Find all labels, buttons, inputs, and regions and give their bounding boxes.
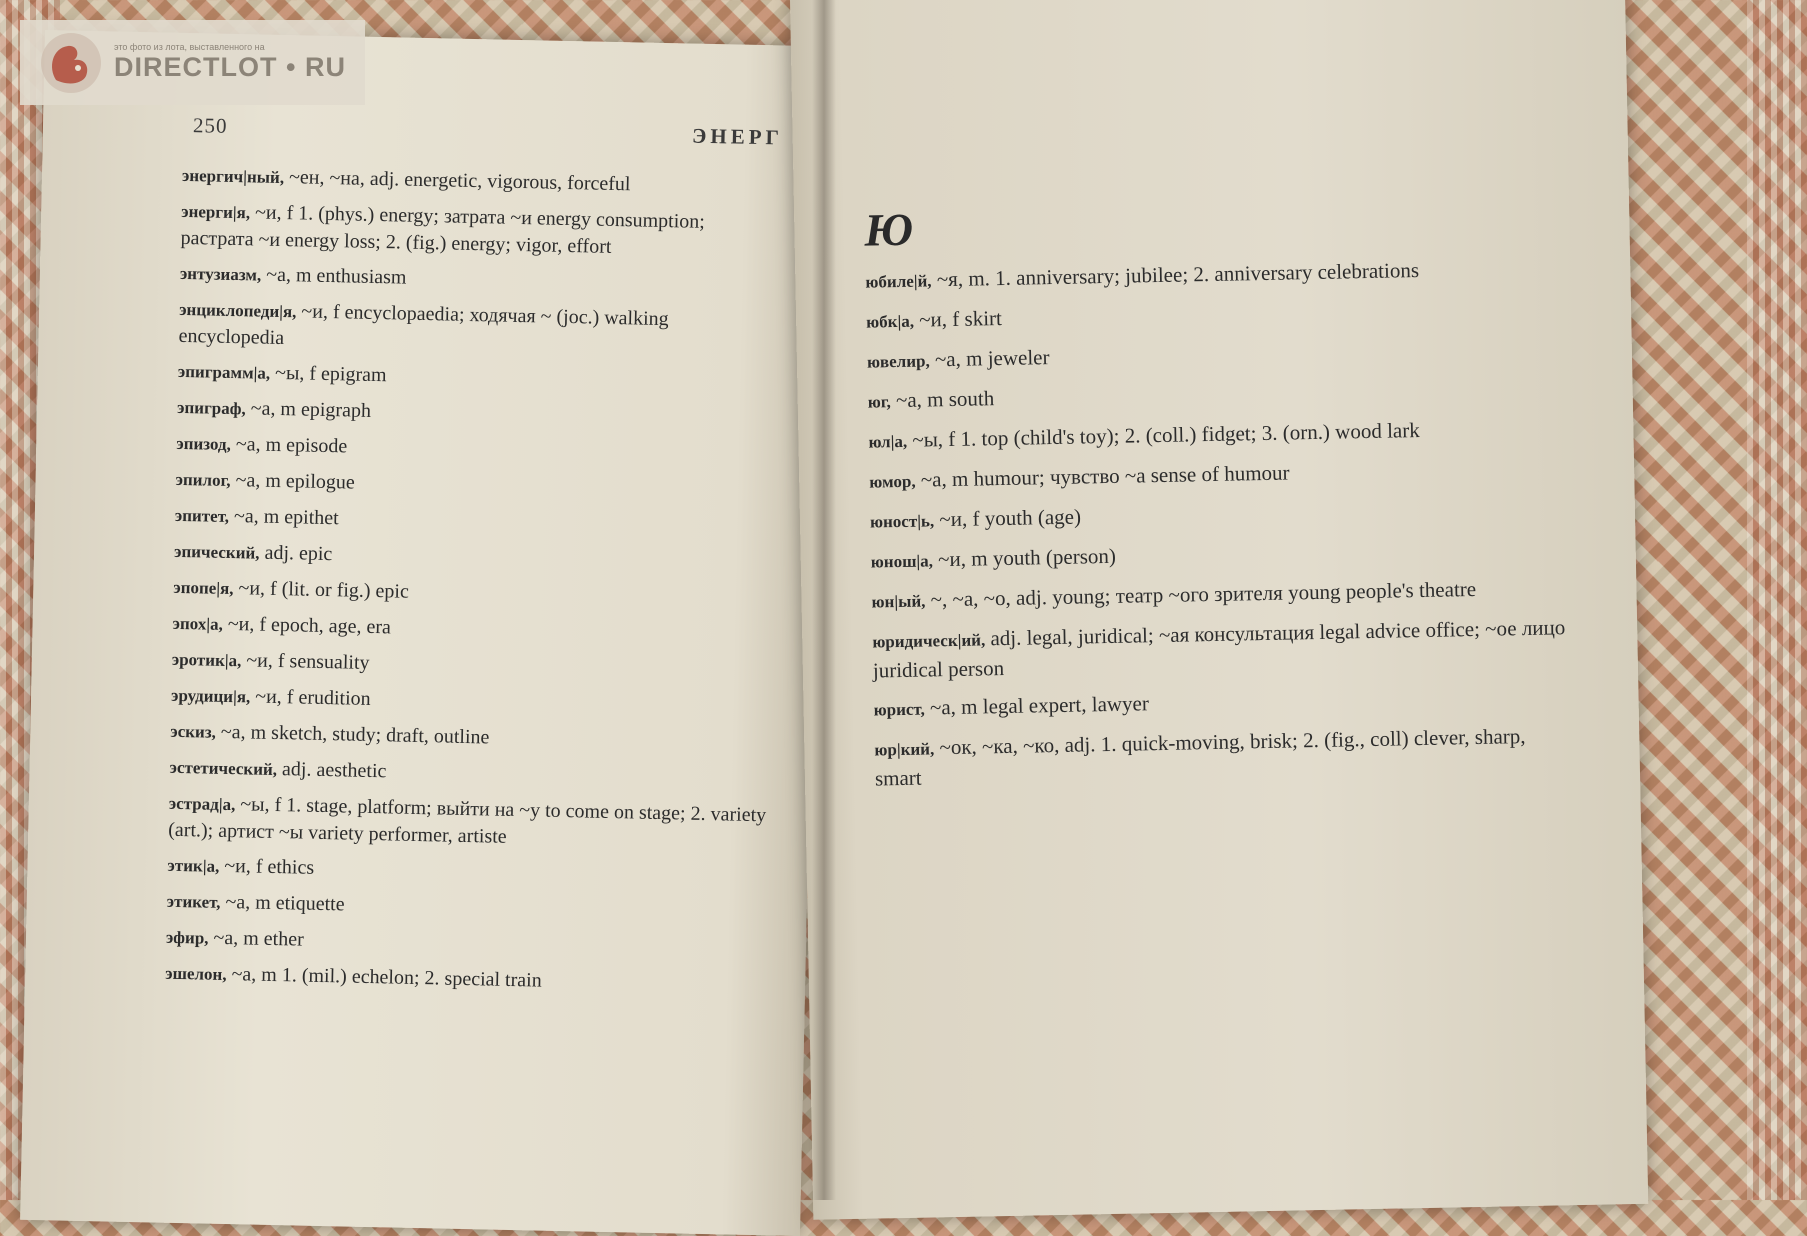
dictionary-entry — [874, 721, 1570, 792]
entry-headword: энергич|ный, — [181, 165, 285, 188]
entry-headword: энтузиазм, — [179, 263, 262, 285]
entry-headword: юнош|а, — [870, 551, 934, 572]
squirrel-logo-icon — [38, 30, 104, 96]
dictionary-entry — [177, 394, 777, 434]
book-gutter — [812, 0, 836, 1200]
entry-definition: ~и, f (lit. or fig.) epic — [233, 577, 410, 603]
entry-definition: ~а, m epilogue — [230, 468, 355, 494]
entry-headword: эпиграф, — [176, 397, 246, 419]
letter-heading: Ю — [863, 203, 914, 256]
left-entries — [165, 162, 782, 999]
entry-headword: эпический, — [173, 541, 260, 563]
tablecloth-right — [1747, 0, 1807, 1200]
entry-headword: юг, — [867, 392, 891, 412]
entry-headword: юност|ь, — [869, 511, 935, 532]
entry-headword: эпиграмм|а, — [177, 361, 271, 383]
entry-headword: энерги|я, — [181, 201, 251, 223]
dictionary-entry — [166, 924, 766, 964]
entry-headword: ювелир, — [866, 351, 930, 372]
dictionary-entry — [178, 358, 778, 398]
dictionary-entry — [868, 413, 1563, 456]
entry-definition: ~и, f erudition — [250, 685, 371, 710]
dictionary-entry — [175, 466, 775, 506]
entry-headword: эпилог, — [175, 469, 231, 490]
dictionary-entry — [166, 888, 766, 928]
entry-headword: этик|а, — [167, 855, 220, 876]
right-page — [790, 0, 1648, 1220]
entry-definition: ~а, m enthusiasm — [261, 263, 407, 289]
dictionary-entry — [175, 502, 775, 542]
entry-headword: юл|а, — [868, 431, 908, 452]
entry-definition: ~, ~а, ~о, adj. young; театр ~ого зрителя young people's theatre — [925, 576, 1477, 612]
entry-definition: ~ок, ~ка, ~ко, adj. 1. quick-moving, brisk; 2. (fig., coll) clever, sharp, smart — [874, 724, 1526, 791]
entry-definition: ~ы, f epigram — [269, 361, 387, 387]
entry-definition: ~и, f ethics — [219, 854, 315, 879]
entry-definition: ~я, m. 1. anniversary; jubilee; 2. anniversary celebrations — [931, 257, 1420, 292]
entry-headword: юридическ|ий, — [872, 630, 986, 652]
dictionary-entry — [865, 253, 1560, 296]
entry-headword: эстетический, — [169, 757, 278, 780]
entry-definition: ~ен, ~на, adj. energetic, vigorous, forceful — [283, 166, 631, 196]
entry-headword: эшелон, — [165, 963, 227, 985]
entry-headword: юбк|а, — [866, 311, 915, 332]
entry-definition: ~и, f youth (age) — [933, 504, 1082, 532]
watermark-caption: это фото из лота, выставленного на — [114, 42, 265, 52]
entry-headword: юн|ый, — [871, 591, 926, 612]
entry-definition: ~а, m humour; чувство ~а sense of humour — [915, 460, 1290, 492]
dictionary-entry — [180, 260, 780, 300]
dictionary-entry — [170, 718, 770, 758]
entry-definition: adj. epic — [259, 541, 333, 566]
entry-headword: энциклопеди|я, — [178, 299, 297, 322]
entry-definition: ~а, m south — [890, 386, 995, 413]
entry-definition: ~и, f epoch, age, era — [222, 612, 392, 639]
dictionary-entry — [172, 610, 772, 650]
dictionary-entry — [871, 533, 1566, 576]
entry-headword: эпох|а, — [172, 613, 224, 634]
entry-definition: ~а, m epigraph — [245, 397, 372, 422]
page-number: 250 — [192, 113, 228, 138]
entry-definition: ~а, m ether — [208, 926, 304, 951]
entry-definition: ~а, m sketch, study; draft, outline — [215, 720, 490, 749]
dictionary-entry — [168, 790, 769, 856]
entry-definition: ~а, m etiquette — [220, 890, 345, 916]
dictionary-entry — [169, 754, 769, 794]
entry-definition: ~и, f sensuality — [241, 649, 370, 674]
entry-definition: ~и, f encyclopaedia; ходячая ~ (joc.) walking encyclopedia — [178, 300, 669, 350]
watermark-text — [114, 42, 346, 83]
entry-definition: ~и, m youth (person) — [932, 543, 1117, 572]
entry-definition: ~ы, f 1. top (child's toy); 2. (coll.) fidget; 3. (orn.) wood lark — [906, 417, 1420, 452]
entry-headword: юр|кий, — [874, 739, 935, 760]
entry-definition: ~и, f 1. (phys.) energy; затрата ~и energy consumption; растрата ~и energy loss; 2. (fig.) energy; vigor, effort — [180, 201, 706, 258]
dictionary-entry — [870, 493, 1565, 536]
entry-definition: ~а, m episode — [230, 432, 348, 458]
watermark-brand: DIRECTLOT • RU — [114, 52, 346, 82]
entry-definition: ~ы, f 1. stage, platform; выйти на ~у to come on stage; 2. variety (art.); артист ~ы variety performer, artiste — [168, 793, 767, 848]
dictionary-entry — [867, 333, 1562, 376]
entry-definition: ~а, m legal expert, lawyer — [924, 691, 1150, 720]
entry-definition: adj. aesthetic — [276, 758, 387, 783]
entry-headword: эфир, — [165, 927, 209, 948]
entry-headword: эпопе|я, — [173, 577, 234, 599]
dictionary-entry — [171, 682, 771, 722]
entry-headword: эстрад|а, — [168, 793, 236, 815]
entry-headword: юбиле|й, — [865, 271, 932, 292]
entry-definition: ~а, m jeweler — [929, 345, 1050, 372]
dictionary-entry — [180, 198, 781, 264]
entry-definition: ~а, m 1. (mil.) echelon; 2. special train — [226, 963, 542, 992]
left-page-header — [193, 113, 783, 150]
dictionary-entry — [167, 852, 767, 892]
entry-headword: юрист, — [873, 699, 925, 720]
watermark — [20, 20, 365, 105]
dictionary-entry — [867, 373, 1562, 416]
dictionary-entry — [178, 296, 779, 362]
dictionary-entry — [869, 453, 1564, 496]
dictionary-entry — [173, 574, 773, 614]
dictionary-entry — [866, 293, 1561, 336]
entry-headword: этикет, — [166, 891, 221, 912]
dictionary-entry — [165, 960, 765, 1000]
entry-definition: ~и, f skirt — [913, 305, 1003, 332]
entry-headword: эпитет, — [174, 505, 230, 526]
dictionary-entry — [182, 162, 782, 202]
left-page — [20, 30, 825, 1236]
entry-headword: эротик|а, — [171, 649, 242, 671]
dictionary-entry — [871, 573, 1566, 616]
dictionary-entry — [172, 646, 772, 686]
entry-definition: adj. legal, juridical; ~ая консультация legal advice office; ~ое лицо juridical person — [872, 615, 1566, 683]
right-entries — [865, 253, 1570, 792]
running-head: ЭНЕРГ — [691, 123, 784, 150]
dictionary-entry — [873, 681, 1568, 724]
dictionary-entry — [872, 613, 1568, 684]
entry-headword: эпизод, — [176, 433, 232, 454]
entry-headword: юмор, — [869, 471, 916, 492]
entry-headword: эскиз, — [170, 721, 217, 742]
entry-definition: ~а, m epithet — [228, 504, 339, 530]
dictionary-entry — [174, 538, 774, 578]
dictionary-entry — [176, 430, 776, 470]
entry-headword: эрудици|я, — [170, 685, 251, 707]
